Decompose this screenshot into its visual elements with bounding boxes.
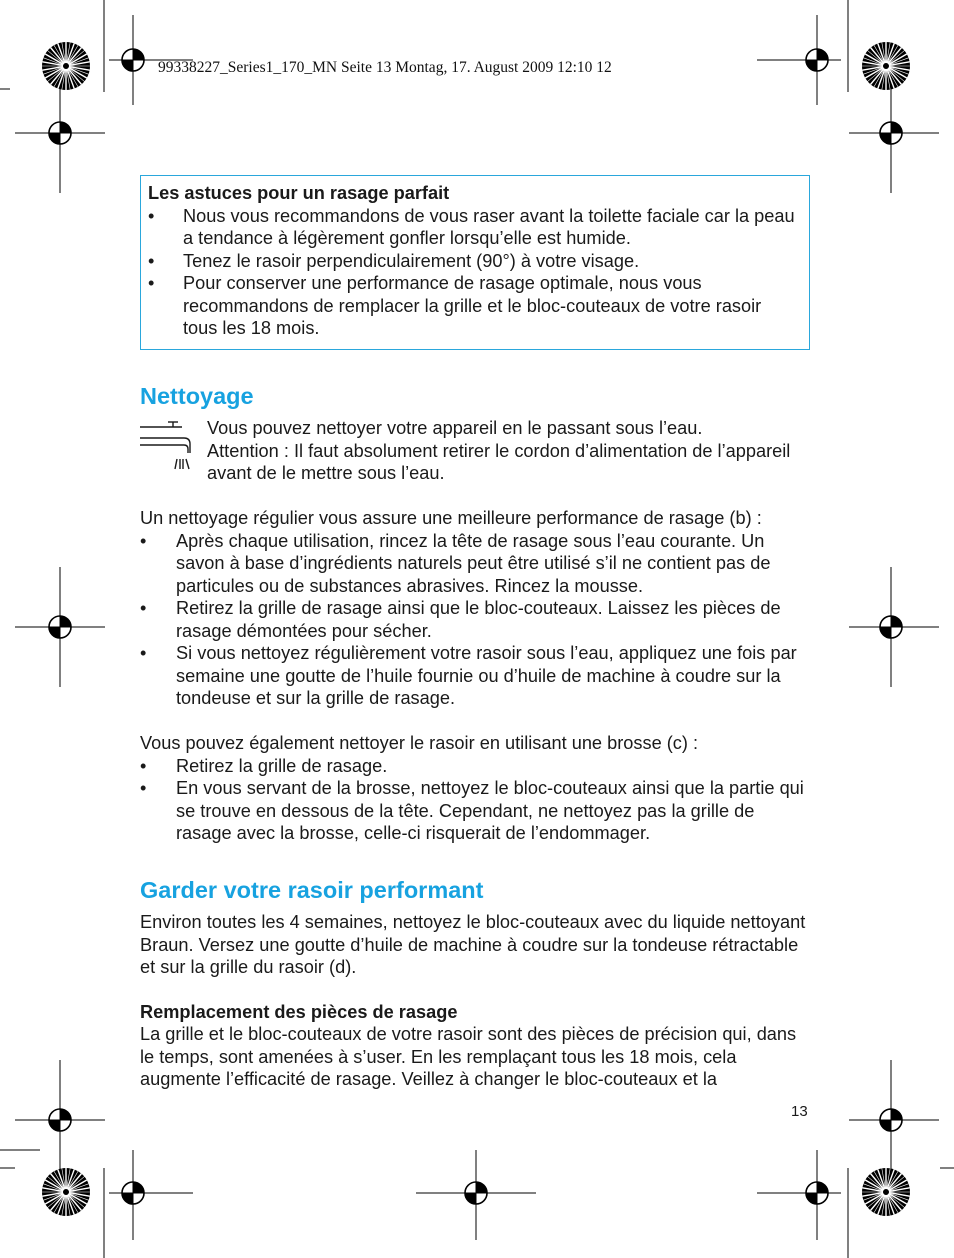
faucet-text: Vous pouvez nettoyer votre appareil en le passant sous l’eau. Attention : Il faut absolument retirer le cordon d’alimentation de l’appareil avant de le mettre sous l’eau. xyxy=(207,418,791,483)
bullet: • xyxy=(148,250,155,271)
regular-intro: Un nettoyage régulier vous assure une meilleure performance de rasage (b) : xyxy=(140,508,762,528)
tips-list xyxy=(148,205,798,340)
registration-mark-bottom-left xyxy=(109,1150,193,1240)
registration-mark-bottom-right xyxy=(757,1150,841,1240)
registration-mark-right-middle xyxy=(849,567,939,687)
list-item: • En vous servant de la brosse, nettoyez le bloc-couteaux ainsi que la partie qui se trouve en dessous de la tête. Cependant, ne nettoyez pas la grille de rasage avec la brosse, celle-ci risquerait de l’endommager. xyxy=(140,778,804,843)
list-item: • Retirez la grille de rasage. xyxy=(140,755,388,776)
print-slug-header: 99338227_Series1_170_MN Seite 13 Montag, 17. August 2009 12:10 12 xyxy=(158,59,612,76)
registration-mark-left-upper xyxy=(15,73,105,193)
regular-list xyxy=(140,530,812,710)
registration-mark-bottom-center xyxy=(416,1150,536,1240)
brush-intro: Vous pouvez également nettoyer le rasoir en utilisant une brosse (c) : xyxy=(140,733,699,753)
performance-section xyxy=(140,911,812,1091)
cleaning-heading: Nettoyage xyxy=(140,383,254,409)
star-target-top-left xyxy=(42,42,90,90)
list-item: • Après chaque utilisation, rincez la tête de rasage sous l’eau courante. Un savon à base d’ingrédients naturels peut être utilisé s’il ne contient pas de particules ou de substances abrasives. Rincez la mousse. xyxy=(140,530,771,596)
registration-mark-top-right xyxy=(757,15,841,105)
list-item: • Retirez la grille de rasage ainsi que le bloc-couteaux. Laissez les pièces de rasage démontées pour sécher. xyxy=(140,598,781,641)
brush-list xyxy=(140,755,812,845)
list-item: • Pour conserver une performance de rasage optimale, nous vous recommandons de remplacer la grille et le bloc-couteaux de votre rasoir tous les 18 mois. xyxy=(148,273,762,338)
registration-mark-right-upper xyxy=(849,73,939,193)
performance-text: Environ toutes les 4 semaines, nettoyez le bloc-couteaux avec du liquide nettoyant Braun. Versez une goutte d’huile de machine à coudre sur la tondeuse rétractable et sur la grille du rasoir (d). xyxy=(140,912,806,977)
star-target-bottom-right xyxy=(862,1168,910,1216)
bullet: • xyxy=(148,273,155,293)
registration-mark-left-middle xyxy=(15,567,105,687)
list-item: • Nous vous recommandons de vous raser avant la toilette faciale car la peau a tendance à légèrement gonfler lorsqu’elle est humide. xyxy=(148,205,795,248)
tips-title: Les astuces pour un rasage parfait xyxy=(148,183,450,203)
replacement-title: Remplacement des pièces de rasage xyxy=(140,1001,458,1022)
regular-cleaning-section xyxy=(140,507,812,710)
bullet: • xyxy=(148,205,155,226)
star-target-top-right xyxy=(862,42,910,90)
page-number: 13 xyxy=(791,1103,808,1120)
registration-mark-right-lower xyxy=(849,1060,939,1180)
water-faucet-icon xyxy=(138,421,194,473)
list-item: • Tenez le rasoir perpendiculairement (90°) à votre visage. xyxy=(148,250,640,271)
registration-mark-left-lower xyxy=(15,1060,105,1180)
brush-cleaning-section xyxy=(140,732,812,845)
performance-heading: Garder votre rasoir performant xyxy=(140,877,484,903)
list-item: • Si vous nettoyez régulièrement votre rasoir sous l’eau, appliquez une fois par semaine une goutte de l’huile fournie ou d’huile de machine à coudre sur la tondeuse et sur la grille de rasage. xyxy=(140,643,797,708)
replacement-text: La grille et le bloc-couteaux de votre rasoir sont des pièces de précision qui, dans le temps, sont amenées à s’user. En les remplaçant tous les 18 mois, cela augmente l’efficacité de rasage. Veillez à changer le bloc-couteaux et la xyxy=(140,1024,797,1089)
star-target-bottom-left xyxy=(42,1168,90,1216)
tips-box xyxy=(140,175,810,350)
